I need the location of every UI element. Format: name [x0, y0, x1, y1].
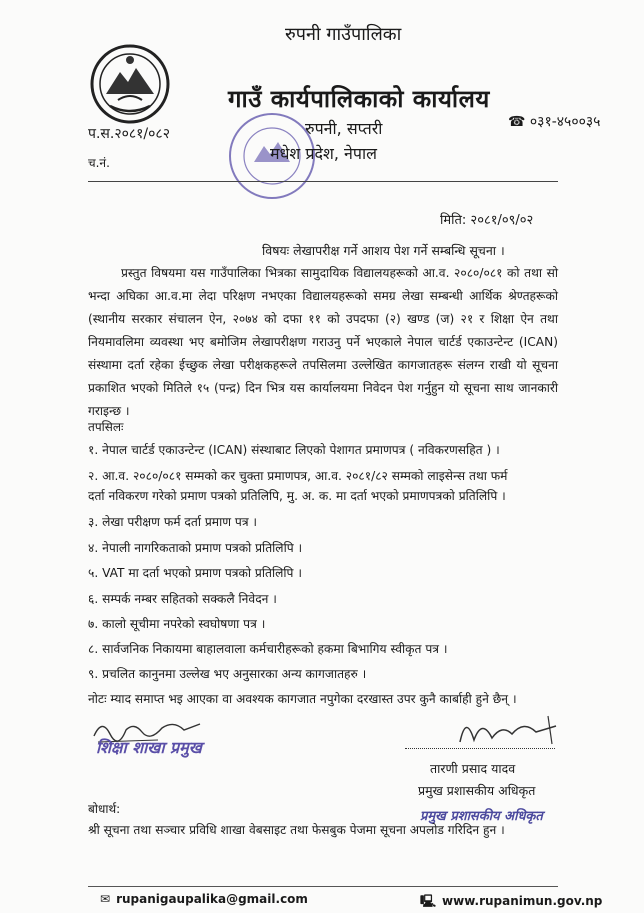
nepal-emblem-logo: [88, 42, 172, 126]
phone-number: ☎ ०३१-४५००३५: [508, 114, 601, 130]
officer-title-stamp: प्रमुख प्रशासकीय अधिकृत: [420, 809, 543, 824]
details-label: तपसिलः: [88, 420, 124, 434]
list-item: ६. सम्पर्क नम्बर सहितको सक्कलै निवेदन ।: [88, 592, 277, 606]
header-divider: [88, 181, 558, 182]
signature-line: [405, 748, 555, 749]
computer-icon: 🖳: [420, 894, 437, 908]
list-item: ९. प्रचलित कानुनमा उल्लेख भए अनुसारका अन्य कागजातहरु ।: [88, 667, 367, 681]
officer-name: तारणी प्रसाद यादव: [430, 761, 516, 776]
footer-email: [100, 892, 308, 906]
officer-signature: [452, 710, 572, 750]
footer-divider: [88, 886, 558, 887]
address-line-1: रुपनी, सप्तरी: [305, 119, 383, 138]
dispatch-number: च.नं.: [88, 156, 110, 170]
email-icon: ✉: [100, 892, 111, 906]
municipality-name: रुपनी गाउँपालिका: [285, 24, 402, 45]
list-item: ८. सार्वजनिक निकायमा बाहालवाला कर्मचारीहरूको हकमा बिभागिय स्वीकृत पत्र ।: [88, 642, 448, 656]
letter-body: प्रस्तुत विषयमा यस गाउँपालिका भित्रका सामुदायिक विद्यालयहरूको आ.व. २०८०/०८१ को तथा सो भन्दा अघिका आ.व.मा लेदा परिक्षण नभएका विद्यालयहरूको समग्र लेखा सम्बन्धी आर्थिक श्रेण्तहरूको (स्थानीय सरकार संचालन ऐन, २०७४ को दफा ११ को उपदफा (२) खण्ड (ज) २१ र शिक्षा ऐन तथा नियमावलिमा व्यवस्था भए बमोजिम लेखापरीक्षण गराउनु पर्ने भएकाले नेपाल चार्टर्ड एकाउन्टेन्ट (ICAN) संस्थामा दर्ता रहेका ईच्छुक लेखा परीक्षकहरूले तपसिलमा उल्लेखित कागजातहरू संलग्न राखी यो सूचना प्रकाशित भएको मितिले १५ (पन्द्र) दिन भित्र यस कार्यालयमा निवेदन पेश गर्नुहुन यो सूचना साथ जानकारी गराइन्छ ।: [88, 266, 558, 418]
cc-label: बोधार्थ:: [88, 802, 121, 816]
list-item: २. आ.व. २०८०/०८१ सम्मको कर चुक्ता प्रमाणपत्र, आ.व. २०८१/८२ सम्मको लाइसेन्स तथा फर्म: [88, 469, 508, 483]
letter-subject: विषयः लेखापरीक्ष गर्ने आशय पेश गर्ने सम्बन्धि सूचना ।: [262, 243, 505, 258]
list-item: ४. नेपाली नागरिकताको प्रमाण पत्रको प्रतिलिपि ।: [88, 541, 303, 555]
list-item: ७. कालो सूचीमा नपरेको स्वघोषणा पत्र ।: [88, 617, 266, 631]
education-section-head-stamp: शिक्षा शाखा प्रमुख: [96, 738, 202, 757]
list-item: १. नेपाल चार्टर्ड एकाउन्टेन्ट (ICAN) संस्थाबाट लिएको पेशागत प्रमाणपत्र ( नविकरणसहित ) ।: [88, 443, 500, 457]
letter-note: नोटः म्याद समाप्त भइ आएका वा अवश्यक कागजात नपुगेका दरखास्त उपर कुनै कार्बाही हुने छैन् ।: [88, 692, 517, 706]
list-item: ५. VAT मा दर्ता भएको प्रमाण पत्रको प्रतिलिपि ।: [88, 566, 302, 580]
email-text: rupanigaupalika@gmail.com: [116, 892, 308, 906]
cc-recipient: श्री सूचना तथा सञ्चार प्रविधि शाखा वेबसाइट तथा फेसबुक पेजमा सूचना अपलोड गरिदिन हुन ।: [88, 823, 505, 837]
office-name: गाउँ कार्यपालिकाको कार्यालय: [228, 85, 490, 113]
reference-number: प.स.२०८१/०८२: [88, 126, 170, 142]
officer-title: प्रमुख प्रशासकीय अधिकृत: [418, 783, 536, 798]
list-item: ३. लेखा परीक्षण फर्म दर्ता प्रमाण पत्र ।: [88, 515, 258, 529]
website-text: www.rupanimun.gov.np: [442, 894, 603, 908]
list-item-continuation: दर्ता नविकरण गरेको प्रमाण पत्रको प्रतिलिपि, मु. अ. क. मा दर्ता भएको प्रमाणपत्रको प्रतिलिपि ।: [88, 489, 506, 503]
letter-date: मिति: २०८१/०९/०२: [440, 213, 534, 228]
address-line-2: मधेश प्रदेश, नेपाल: [270, 144, 377, 163]
